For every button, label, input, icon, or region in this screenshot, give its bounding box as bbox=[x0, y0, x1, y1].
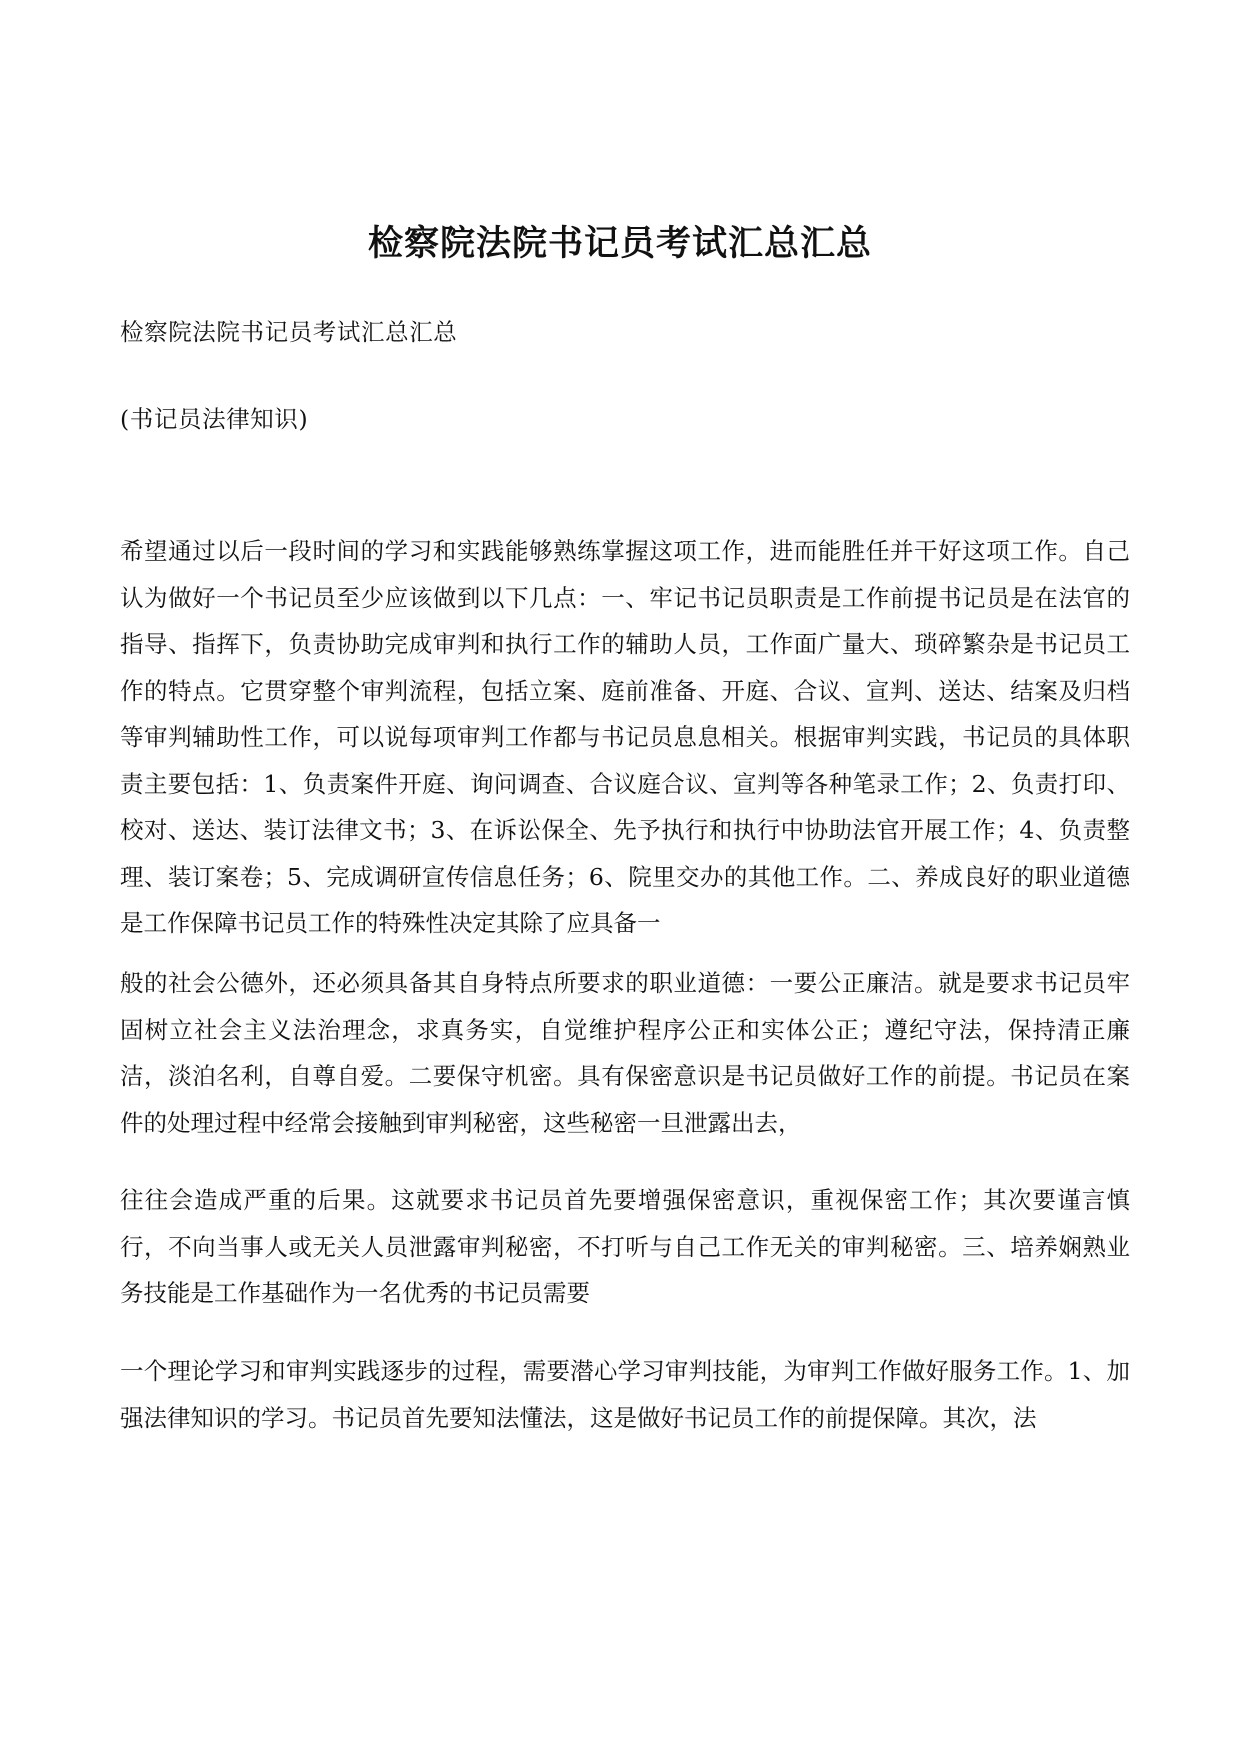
document-subtitle: 检察院法院书记员考试汇总汇总 bbox=[120, 318, 458, 346]
body-paragraph-1: 希望通过以后一段时间的学习和实践能够熟练掌握这项工作，进而能胜任并干好这项工作。自己认为做好一个书记员至少应该做到以下几点：一、牢记书记员职责是工作前提书记员是在法官的指导、指挥下，负责协助完成审判和执行工作的辅助人员，工作面广量大、琐碎繁杂是书记员工作的特点。它贯穿整个审判流程，包括立案、庭前准备、开庭、合议、宣判、送达、结案及归档等审判辅助性工作，可以说每项审判工作都与书记员息息相关。根据审判实践，书记员的具体职责主要包括：1、负责案件开庭、询问调查、合议庭合议、宣判等各种笔录工作；2、负责打印、校对、送达、装订法律文书；3、在诉讼保全、先予执行和执行中协助法官开展工作；4、负责整理、装订案卷；5、完成调研宣传信息任务；6、院里交办的其他工作。二、养成良好的职业道德是工作保障书记员工作的特殊性决定其除了应具备一 bbox=[120, 537, 1130, 937]
body-paragraph-2: 般的社会公德外，还必须具备其自身特点所要求的职业道德：一要公正廉洁。就是要求书记员牢固树立社会主义法治理念，求真务实，自觉维护程序公正和实体公正；遵纪守法，保持清正廉洁，淡泊名利，自尊自爱。二要保守机密。具有保密意识是书记员做好工作的前提。书记员在案件的处理过程中经常会接触到审判秘密，这些秘密一旦泄露出去， bbox=[120, 969, 1130, 1137]
body-paragraph-4: 一个理论学习和审判实践逐步的过程，需要潜心学习审判技能，为审判工作做好服务工作。1、加强法律知识的学习。书记员首先要知法懂法，这是做好书记员工作的前提保障。其次，法 bbox=[120, 1357, 1130, 1432]
section-label: (书记员法律知识) bbox=[120, 405, 309, 433]
document-title: 检察院法院书记员考试汇总汇总 bbox=[367, 223, 872, 264]
body-paragraph-3: 往往会造成严重的后果。这就要求书记员首先要增强保密意识，重视保密工作；其次要谨言慎行，不向当事人或无关人员泄露审判秘密，不打听与自己工作无关的审判秘密。三、培养娴熟业务技能是工作基础作为一名优秀的书记员需要 bbox=[120, 1186, 1130, 1307]
